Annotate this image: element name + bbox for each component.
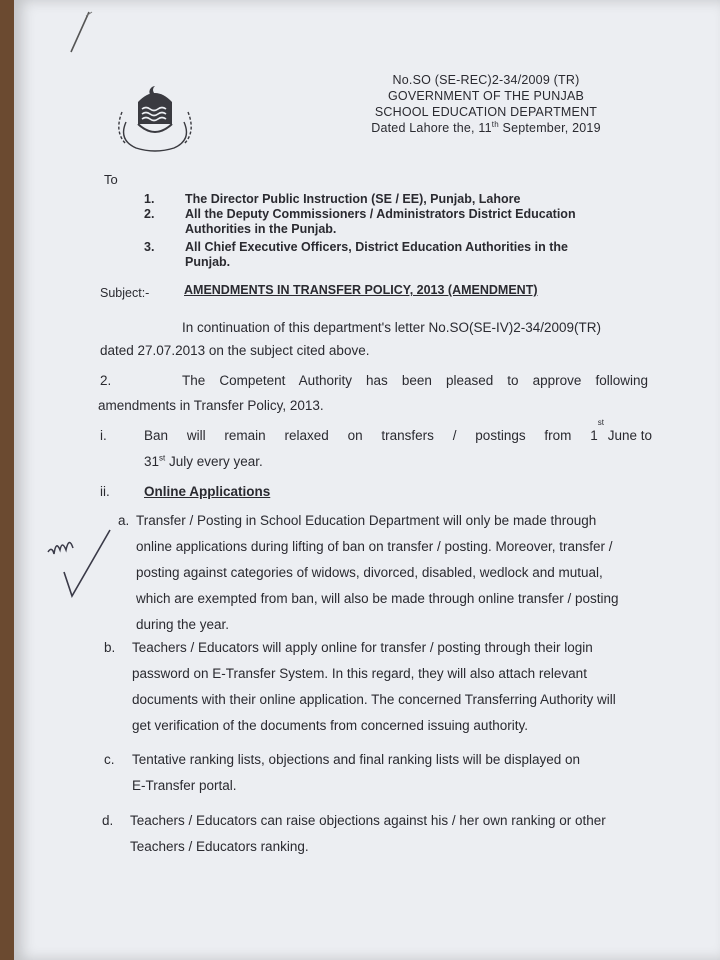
paragraph-1-line-2: dated 27.07.2013 on the subject cited above.: [100, 343, 370, 358]
letterhead: [356, 72, 616, 136]
subject-text: AMENDMENTS IN TRANSFER POLICY, 2013 (AMENDMENT): [184, 283, 538, 297]
pen-mark-icon: [59, 8, 99, 58]
dated-line: Dated Lahore the, 11th September, 2019: [371, 119, 601, 135]
reference-number: No.SO (SE-REC)2-34/2009 (TR): [392, 73, 580, 87]
recipient-item: 1. The Director Public Instruction (SE / EE), Punjab, Lahore: [144, 192, 521, 206]
subitem-a-letter: a.: [118, 513, 130, 528]
item-i-number: i.: [100, 428, 107, 443]
item-i-line-2: 31st July every year.: [144, 453, 263, 469]
paragraph-2-number: 2.: [100, 373, 112, 388]
recipient-item: 3. All Chief Executive Officers, District Education Authorities in the Punjab.: [144, 240, 568, 269]
subject-label: Subject:-: [100, 286, 150, 300]
department-title: SCHOOL EDUCATION DEPARTMENT: [374, 105, 598, 119]
subitem-a-text: Transfer / Posting in School Education Department will only be made through online applications during lifting of ban on transfer / posting. Moreover, transfer / posting against categories of widows, divorced, disabled, wedlock and mutual, which are exempted from ban, will also be made through online transfer / posting during the year.: [136, 513, 619, 632]
subitem-b-text: Teachers / Educators will apply online for transfer / posting through their login password on E-Transfer System. In this regard, they will also attach relevant documents with their online application. The concerned Transferring Authority will get verification of the documents from concerned issuing authority.: [132, 640, 616, 733]
government-title: GOVERNMENT OF THE PUNJAB: [387, 89, 585, 103]
paragraph-2-line-1: The Competent Authority has been pleased to approve following: [182, 373, 648, 388]
subitem-b-letter: b.: [104, 640, 116, 655]
document-page: [14, 0, 720, 960]
recipient-item: 2. All the Deputy Commissioners / Administrators District Education Authorities in the Punjab.: [144, 207, 576, 236]
subitem-d-text: Teachers / Educators can raise objections against his / her own ranking or other Teachers / Educators ranking.: [130, 813, 606, 854]
item-i-line-1: Ban will remain relaxed on transfers / postings from 1 st June to: [144, 418, 652, 443]
paragraph-2-line-2: amendments in Transfer Policy, 2013.: [98, 398, 324, 413]
subitem-c-letter: c.: [104, 752, 115, 767]
handwritten-initial-icon: [42, 516, 122, 606]
subitem-c-text: Tentative ranking lists, objections and final ranking lists will be displayed on E-Transfer portal.: [132, 752, 580, 793]
to-label: To: [104, 172, 118, 187]
paragraph-1-line-1: In continuation of this department's letter No.SO(SE-IV)2-34/2009(TR): [182, 320, 602, 335]
item-ii-number: ii.: [100, 484, 110, 499]
recipient-list: [144, 192, 576, 270]
subitem-d-letter: d.: [102, 813, 114, 828]
punjab-emblem-icon: [112, 82, 198, 154]
online-applications-heading: Online Applications: [144, 484, 271, 499]
